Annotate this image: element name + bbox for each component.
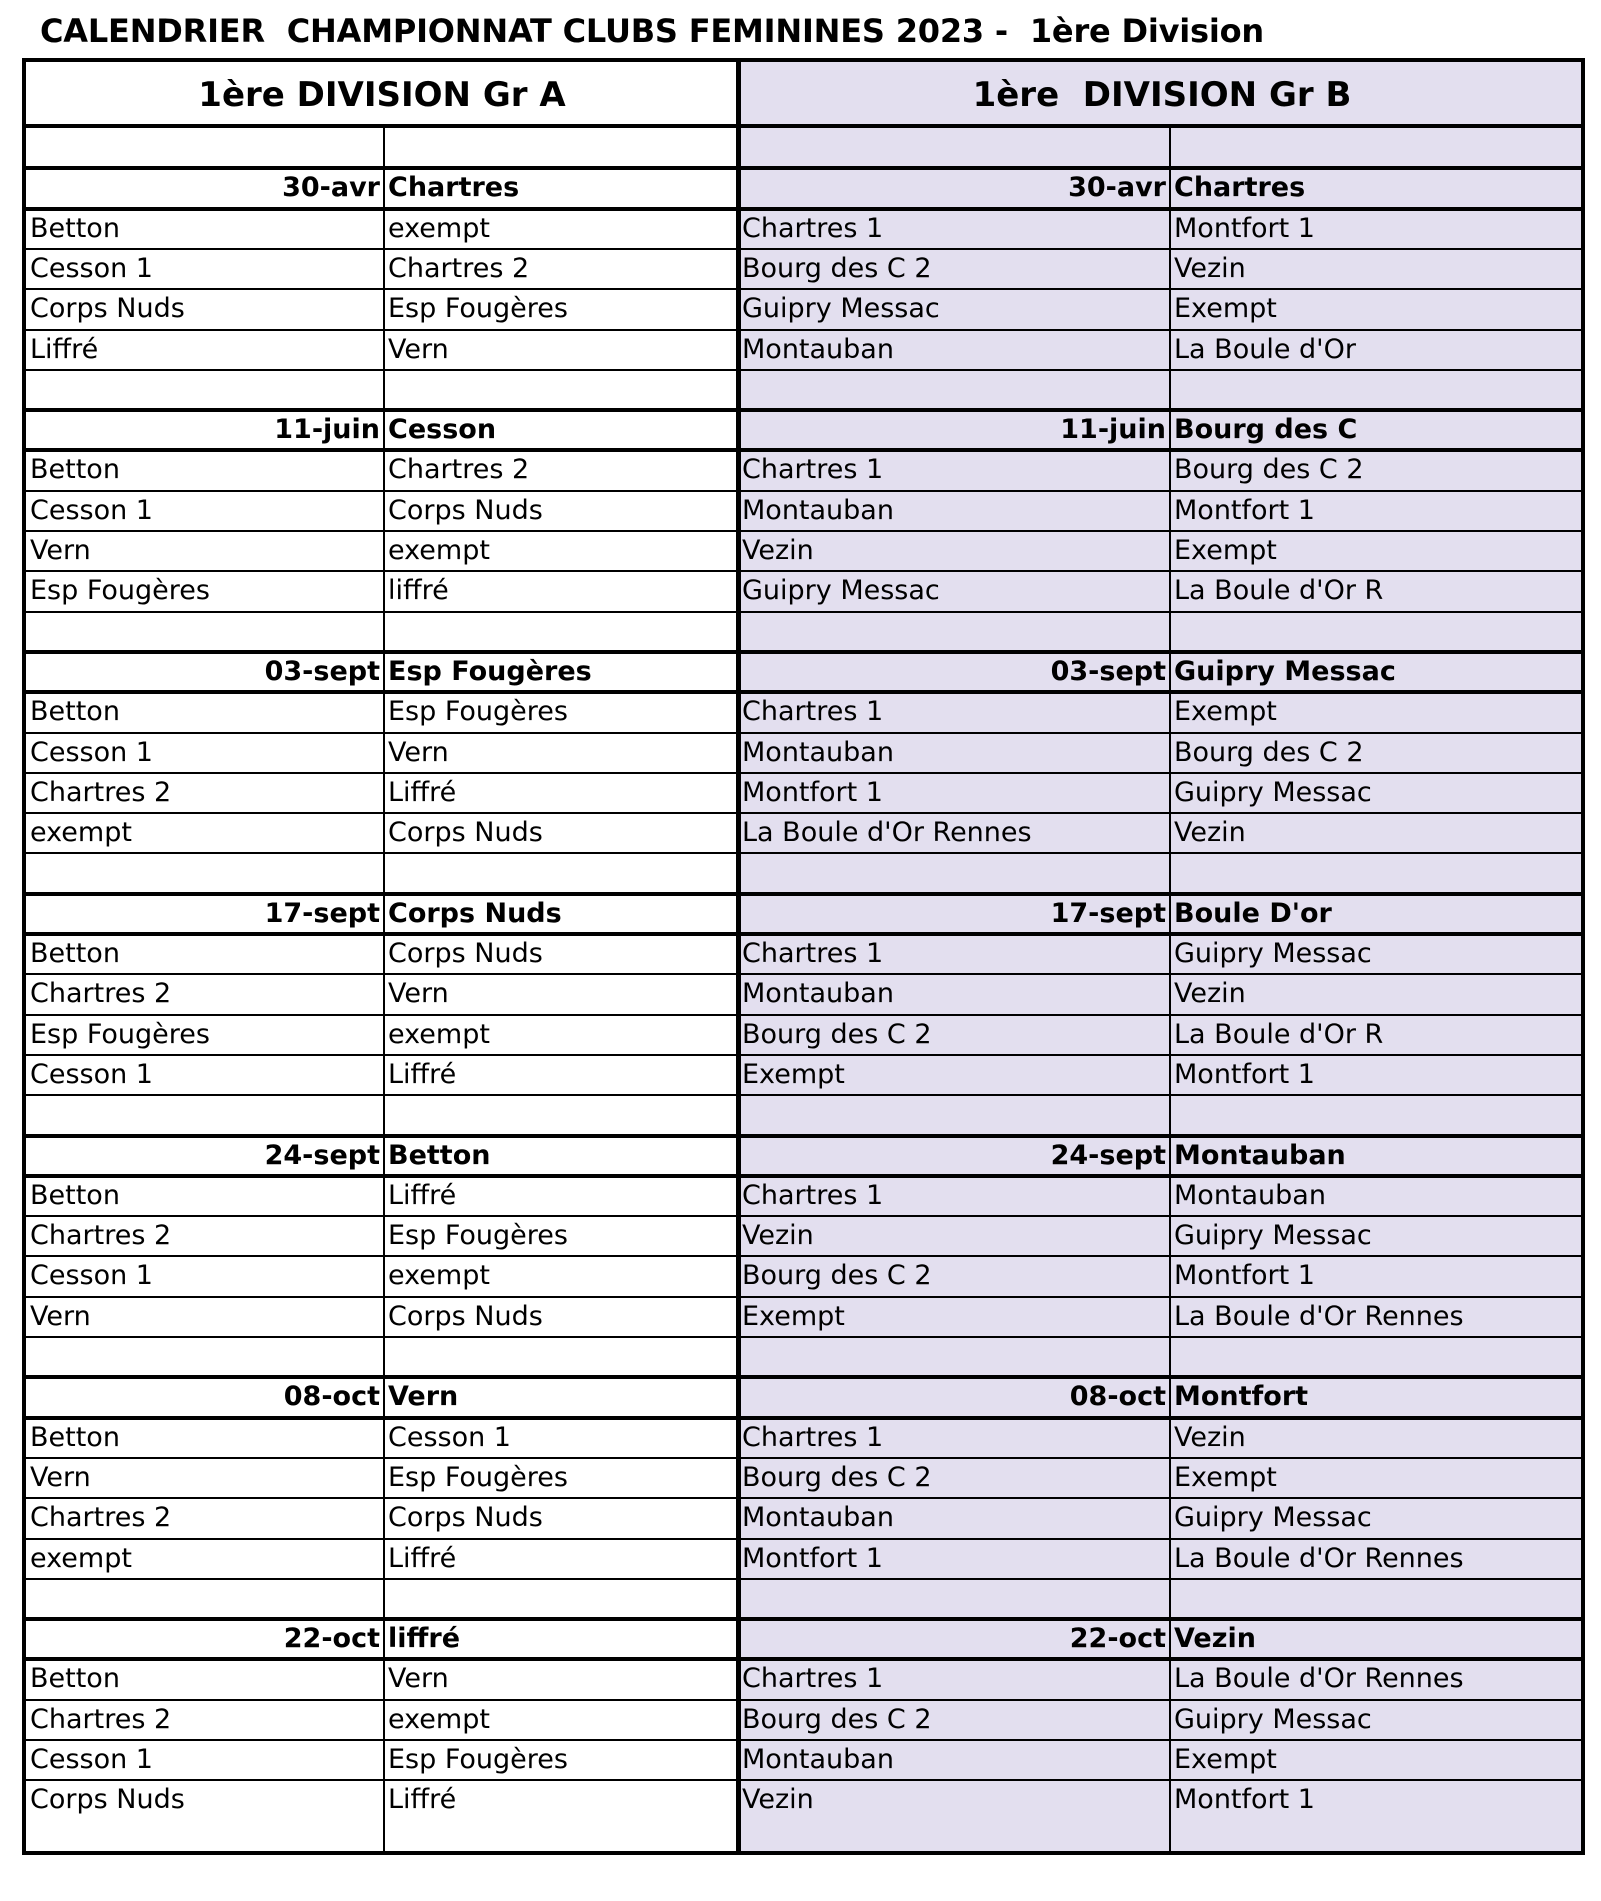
round-date: 22-oct — [283, 1623, 380, 1655]
match-away-team: Corps Nuds — [388, 938, 543, 969]
match-away-team: Exempt — [1174, 293, 1277, 325]
match-home-team: Montauban — [742, 1502, 894, 1534]
row-divider — [26, 1336, 1581, 1338]
match-home-team: Montfort 1 — [742, 776, 883, 808]
round-date: 30-avr — [282, 172, 380, 204]
column-divider — [383, 128, 385, 1851]
row-divider — [26, 611, 1581, 613]
match-home-team: Chartres 2 — [30, 1220, 172, 1252]
match-home-team: Montauban — [742, 333, 894, 365]
round-venue: Montauban — [1174, 1139, 1346, 1171]
match-home-team: Chartres 1 — [742, 1179, 884, 1211]
match-away-team: Vern — [388, 333, 449, 365]
match-home-team: Betton — [30, 1663, 120, 1695]
match-home-team: La Boule d'Or Rennes — [742, 817, 1032, 849]
round-date: 03-sept — [264, 655, 380, 687]
match-home-team: Bourg des C 2 — [742, 1260, 932, 1292]
match-home-team: Montauban — [742, 978, 894, 1010]
match-home-team: Vern — [30, 1461, 91, 1493]
match-home-team: Montauban — [742, 736, 894, 768]
match-home-team: Chartres 1 — [742, 696, 884, 728]
match-away-team: Montfort 1 — [1174, 1058, 1315, 1090]
match-away-team: La Boule d'Or Rennes — [1174, 1300, 1464, 1332]
round-date: 11-juin — [274, 414, 380, 446]
match-away-team: Esp Fougères — [388, 293, 568, 325]
match-away-team: Chartres 2 — [388, 454, 530, 486]
match-away-team: Liffré — [388, 1542, 457, 1574]
match-home-team: Chartres 1 — [742, 938, 884, 969]
row-divider — [26, 852, 1581, 854]
round-date: 08-oct — [1069, 1381, 1166, 1413]
match-home-team: Betton — [30, 1421, 120, 1453]
round-venue: liffré — [388, 1623, 461, 1655]
match-home-team: Cesson 1 — [30, 1744, 153, 1775]
match-home-team: Vern — [30, 1300, 91, 1332]
match-away-team: La Boule d'Or R — [1174, 575, 1384, 607]
match-away-team: Liffré — [388, 1058, 457, 1090]
match-away-team: Vezin — [1174, 1421, 1246, 1453]
round-venue: Cesson — [388, 414, 497, 446]
match-home-team: Guipry Messac — [742, 293, 940, 325]
round-date: 24-sept — [1050, 1139, 1166, 1171]
round-venue: Chartres — [388, 172, 520, 204]
match-home-team: Cesson 1 — [30, 494, 153, 526]
match-away-team: Vern — [388, 978, 449, 1010]
match-home-team: Vezin — [742, 1220, 814, 1252]
schedule-table — [22, 58, 1585, 1855]
match-away-team: Exempt — [1174, 696, 1277, 728]
match-away-team: Guipry Messac — [1174, 938, 1372, 969]
match-away-team: Vezin — [1174, 817, 1246, 849]
match-home-team: Guipry Messac — [742, 575, 940, 607]
match-away-team: Esp Fougères — [388, 1744, 568, 1775]
match-away-team: La Boule d'Or R — [1174, 1018, 1384, 1050]
match-away-team: Corps Nuds — [388, 1502, 543, 1534]
match-home-team: Bourg des C 2 — [742, 252, 932, 284]
match-home-team: Betton — [30, 454, 120, 486]
match-home-team: Cesson 1 — [30, 736, 153, 768]
match-away-team: exempt — [388, 1703, 490, 1735]
match-away-team: Esp Fougères — [388, 696, 568, 728]
match-away-team: Liffré — [388, 1784, 457, 1816]
match-away-team: Vern — [388, 736, 449, 768]
match-home-team: Betton — [30, 1179, 120, 1211]
match-home-team: Vern — [30, 535, 91, 566]
page-title: CALENDRIER CHAMPIONNAT CLUBS FEMININES 2023 - 1ère Division — [40, 12, 1265, 50]
round-venue: Corps Nuds — [388, 897, 562, 929]
match-away-team: Montauban — [1174, 1179, 1326, 1211]
match-home-team: Chartres 1 — [742, 1663, 884, 1695]
round-venue: Montfort — [1174, 1381, 1309, 1413]
match-away-team: La Boule d'Or — [1174, 333, 1356, 365]
match-home-team: Cesson 1 — [30, 252, 153, 284]
match-away-team: Guipry Messac — [1174, 1502, 1372, 1534]
round-date: 17-sept — [1050, 897, 1166, 929]
match-home-team: Cesson 1 — [30, 1058, 153, 1090]
round-date: 24-sept — [264, 1139, 380, 1171]
match-home-team: Montauban — [742, 494, 894, 526]
match-away-team: Esp Fougères — [388, 1461, 568, 1493]
match-away-team: Vern — [388, 1663, 449, 1695]
match-home-team: Corps Nuds — [30, 1784, 185, 1816]
round-venue: Betton — [388, 1139, 491, 1171]
match-home-team: Chartres 2 — [30, 776, 172, 808]
match-home-team: Esp Fougères — [30, 575, 210, 607]
match-home-team: exempt — [30, 1542, 132, 1574]
match-away-team: exempt — [388, 535, 490, 566]
round-venue: Vern — [388, 1381, 459, 1413]
match-home-team: Montauban — [742, 1744, 894, 1775]
match-home-team: Chartres 2 — [30, 978, 172, 1010]
match-away-team: Liffré — [388, 1179, 457, 1211]
round-venue: Esp Fougères — [388, 655, 592, 687]
row-divider — [26, 1094, 1581, 1096]
round-date: 17-sept — [264, 897, 380, 929]
column-divider — [1169, 128, 1171, 1851]
round-venue: Guipry Messac — [1174, 655, 1396, 687]
match-away-team: Montfort 1 — [1174, 1784, 1315, 1816]
match-home-team: Chartres 1 — [742, 1421, 884, 1453]
round-date: 22-oct — [1069, 1623, 1166, 1655]
match-away-team: Guipry Messac — [1174, 776, 1372, 808]
round-venue: Boule D'or — [1174, 897, 1332, 929]
round-date: 03-sept — [1050, 655, 1166, 687]
round-date: 30-avr — [1068, 172, 1166, 204]
match-away-team: La Boule d'Or Rennes — [1174, 1542, 1464, 1574]
round-venue: Bourg des C — [1174, 414, 1358, 446]
match-away-team: Vezin — [1174, 978, 1246, 1010]
match-home-team: Exempt — [742, 1300, 845, 1332]
round-venue: Chartres — [1174, 172, 1306, 204]
match-away-team: Corps Nuds — [388, 494, 543, 526]
group-a-header: 1ère DIVISION Gr A — [198, 75, 566, 115]
match-home-team: Chartres 1 — [742, 454, 884, 486]
match-away-team: Guipry Messac — [1174, 1220, 1372, 1252]
match-home-team: Vezin — [742, 535, 814, 566]
match-away-team: exempt — [388, 212, 490, 244]
round-date: 08-oct — [283, 1381, 380, 1413]
match-home-team: Esp Fougères — [30, 1018, 210, 1050]
group-b-header: 1ère DIVISION Gr B — [972, 75, 1352, 115]
match-away-team: Bourg des C 2 — [1174, 454, 1364, 486]
match-home-team: Corps Nuds — [30, 293, 185, 325]
match-home-team: Bourg des C 2 — [742, 1461, 932, 1493]
match-home-team: Betton — [30, 938, 120, 969]
match-home-team: Liffré — [30, 333, 99, 365]
match-away-team: La Boule d'Or Rennes — [1174, 1663, 1464, 1695]
match-home-team: exempt — [30, 817, 132, 849]
match-away-team: Corps Nuds — [388, 1300, 543, 1332]
row-divider — [26, 369, 1581, 371]
match-away-team: Cesson 1 — [388, 1421, 511, 1453]
column-divider — [736, 62, 741, 1851]
match-away-team: Exempt — [1174, 1461, 1277, 1493]
match-away-team: liffré — [388, 575, 449, 607]
match-away-team: Exempt — [1174, 535, 1277, 566]
match-away-team: exempt — [388, 1018, 490, 1050]
match-home-team: Chartres 2 — [30, 1703, 172, 1735]
match-home-team: Betton — [30, 696, 120, 728]
match-home-team: Chartres 2 — [30, 1502, 172, 1534]
match-away-team: Vezin — [1174, 252, 1246, 284]
row-divider — [26, 124, 1581, 128]
match-home-team: Bourg des C 2 — [742, 1703, 932, 1735]
match-away-team: Bourg des C 2 — [1174, 736, 1364, 768]
round-venue: Vezin — [1174, 1623, 1256, 1655]
match-away-team: Esp Fougères — [388, 1220, 568, 1252]
match-away-team: Corps Nuds — [388, 817, 543, 849]
round-date: 11-juin — [1060, 414, 1166, 446]
match-home-team: Vezin — [742, 1784, 814, 1816]
row-divider — [26, 1578, 1581, 1580]
match-away-team: Liffré — [388, 776, 457, 808]
match-away-team: Chartres 2 — [388, 252, 530, 284]
match-home-team: Bourg des C 2 — [742, 1018, 932, 1050]
match-away-team: Exempt — [1174, 1744, 1277, 1775]
match-away-team: Montfort 1 — [1174, 212, 1315, 244]
match-home-team: Exempt — [742, 1058, 845, 1090]
match-home-team: Cesson 1 — [30, 1260, 153, 1292]
match-home-team: Chartres 1 — [742, 212, 884, 244]
match-away-team: Guipry Messac — [1174, 1703, 1372, 1735]
match-home-team: Montfort 1 — [742, 1542, 883, 1574]
match-home-team: Betton — [30, 212, 120, 244]
match-away-team: exempt — [388, 1260, 490, 1292]
match-away-team: Montfort 1 — [1174, 1260, 1315, 1292]
match-away-team: Montfort 1 — [1174, 494, 1315, 526]
